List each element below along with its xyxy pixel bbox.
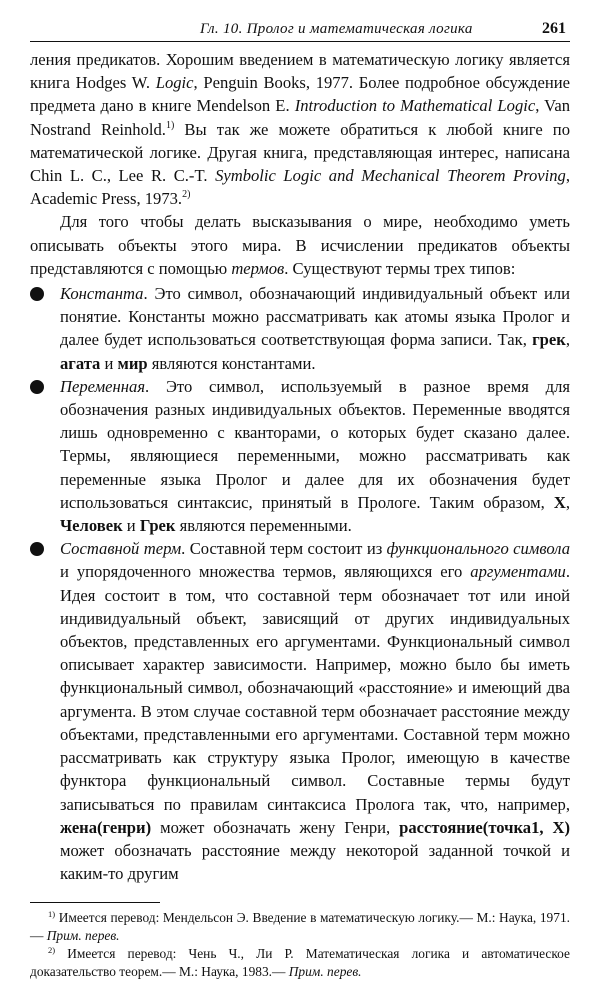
footnote-1: $^{1)}$ Имеется перевод: Мендельсон Э. Введение в математическую логику.— М.: Наука, 1971.— Прим. перев. — [30, 909, 570, 944]
list-item-compound: Составной терм. Составной терм состоит из функционального символа и упорядоченного множества термов, являющихся его аргументами. Идея состоит в том, что составной терм обозначает тот или иной индивидуальный объект, зависящий от других индивидуальных объектов, представленных его аргументами. Функциональный символ описывает характер зависимости. Например, можно было бы иметь функциональный символ, обозначающий «расстояние» и имеющий два аргумента. В этом случае составной терм обозначает расстояние между объектами, представленными его аргументами. Составной терм можно рассматривать как структуру языка Пролог, имеющую в качестве функтора функциональный символ. Составные термы будут записываться по правилам синтаксиса Пролога так, что, например, жена(генри) может обозначать жену Генри, расстояние(точка1, X) может обозначать расстояние между некоторой заданной точкой и каким-то другим — [30, 537, 570, 885]
term-types-list — [30, 282, 570, 885]
footnote-2: $^{2)}$ Имеется перевод: Чень Ч., Ли Р. Математическая логика и автоматическое доказательство теорем.— М.: Наука, 1983.— Прим. перев. — [30, 945, 570, 980]
page-number: 261 — [542, 20, 566, 37]
footnote-ref-2: 2) — [182, 189, 191, 201]
bullet-icon — [30, 542, 44, 556]
footnote-rule — [30, 902, 160, 903]
running-title: Гл. 10. Пролог и математическая логика — [200, 21, 473, 37]
paragraph-terms-intro: Для того чтобы делать высказывания о мире, необходимо уметь описывать объекты этого мира. В исчислении предикатов объекты представляются с помощью термов. Существуют термы трех типов: — [30, 212, 570, 278]
bullet-icon — [30, 380, 44, 394]
header-rule — [30, 41, 570, 42]
main-text — [30, 48, 570, 885]
page-header — [30, 20, 570, 41]
footnote-ref-1: 1) — [165, 119, 175, 131]
list-item-variable: Переменная. Это символ, используемый в разное время для обозначения разных индивидуальных объектов. Переменные вводятся лишь одновременно с кванторами, о которых будет сказано далее. Термы, являющиеся переменными, можно рассматривать как переменные языка Пролог и далее для их обозначения будет использоваться синтаксис, принятый в Прологе. Таким образом, X, Человек и Грек являются переменными. — [30, 375, 570, 537]
list-item-constant: Константа. Это символ, обозначающий индивидуальный объект или понятие. Константы можно рассматривать как атомы языка Пролог и далее будет использоваться соответствующая форма записи. Так, грек, агата и мир являются константами. — [30, 282, 570, 375]
bullet-icon — [30, 287, 44, 301]
paragraph-references: ления предикатов. Хорошим введением в математическую логику является книга Hodges W. Logic, Penguin Books, 1977. Более подробное обсуждение предмета дано в книге Mendelson E. Introduction to Mathematical Logic, Van Nostrand Reinhold.$^{1)}$ Вы так же можете обратиться к любой книге по математической логике. Другая книга, представляющая интерес, написана Chin L. C., Lee R. C.-T. Symbolic Logic and Mechanical Theorem Proving, Academic Press, 1973.$^{2)}$ — [30, 50, 570, 209]
footnotes — [30, 909, 570, 981]
